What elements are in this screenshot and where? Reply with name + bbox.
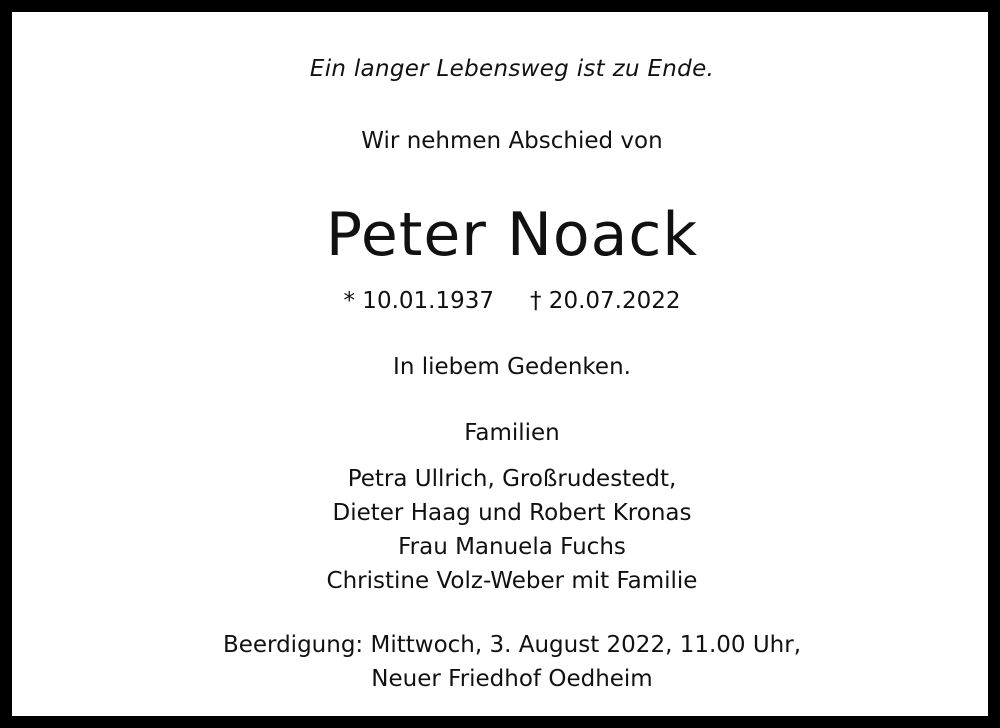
- mourners-list: [12, 462, 1000, 598]
- funeral-location: Neuer Friedhof Oedheim: [371, 666, 653, 692]
- families-label: Familien: [464, 420, 560, 446]
- motto-text: Ein langer Lebensweg ist zu Ende.: [309, 56, 715, 82]
- intro-text: Wir nehmen Abschied von: [361, 128, 663, 154]
- mourner-line: Dieter Haag und Robert Kronas: [332, 500, 692, 526]
- mourner-line: Petra Ullrich, Großrudestedt,: [347, 466, 677, 492]
- birth-date: * 10.01.1937: [343, 288, 494, 314]
- remembrance-text: In liebem Gedenken.: [393, 354, 631, 380]
- death-date: † 20.07.2022: [530, 288, 681, 314]
- life-dates: [12, 288, 1000, 314]
- mourner-line: Christine Volz-Weber mit Familie: [326, 568, 698, 594]
- deceased-name: Peter Noack: [325, 200, 699, 270]
- mourner-line: Frau Manuela Fuchs: [398, 534, 626, 560]
- funeral-info: [12, 628, 1000, 696]
- funeral-datetime: Beerdigung: Mittwoch, 3. August 2022, 11.00 Uhr,: [222, 632, 802, 658]
